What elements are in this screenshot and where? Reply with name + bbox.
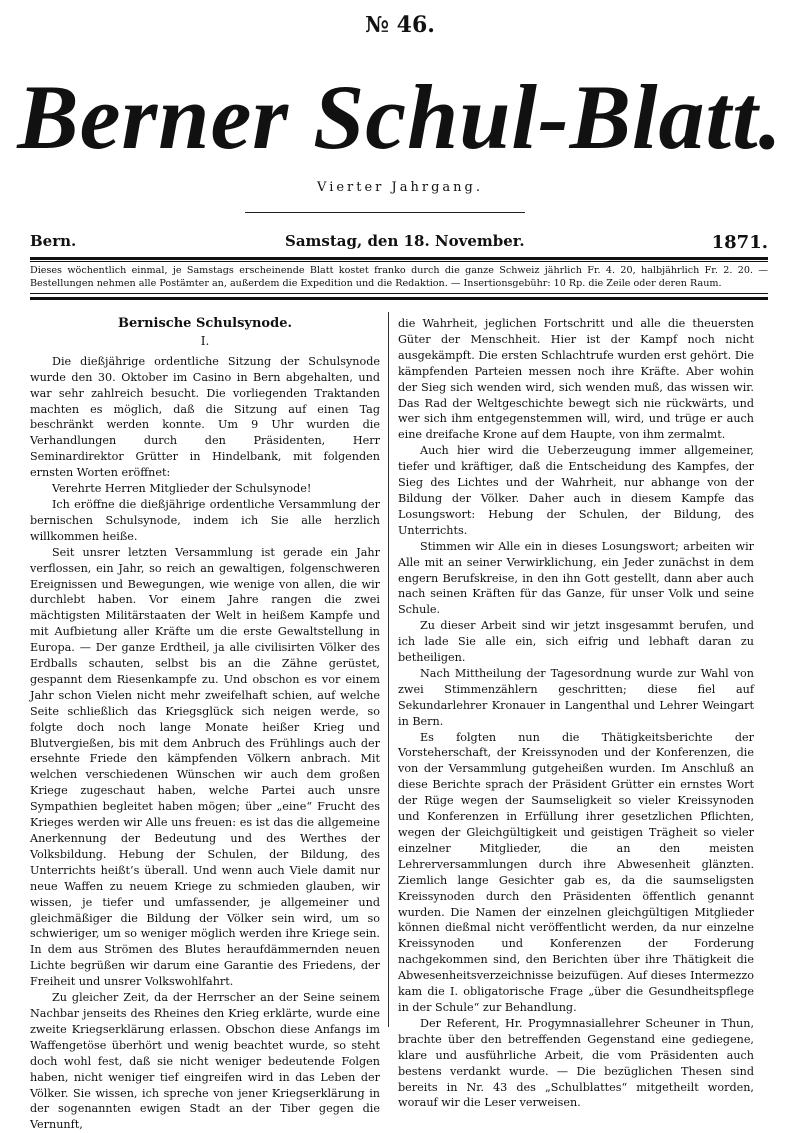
paragraph: die Wahrheit, jeglichen Fortschritt und alle die theuersten Güter der Menschheit. Hier ist der Kampf noch nicht ausgekämpft. Die ersten Schlachtrufe wurden erst gehört. Die kämpfenden Parteien messen noch ihre Kräfte. Aber wohin der Sieg sich wenden wird, sich wenden muß, das wissen wir. Das Rad der Weltgeschichte bewegt sich nie rückwärts, und wer sich ihm entgegenstemmen will, wird, und trüge er auch eine dreifache Krone auf dem Haupte, von ihm zermalmt. [398,317,754,442]
paragraph: Nach Mittheilung der Tagesordnung wurde zur Wahl von zwei Stimmenzählern geschritten; diese fiel auf Sekundarlehrer Kronauer in Langenthal und Lehrer Weingart in Bern. [398,666,754,728]
column-right [398,316,754,1111]
salutation: Verehrte Herren Mitglieder der Schulsynode! [52,482,312,496]
paragraph: Zu gleicher Zeit, da der Herrscher an der Seine seinem Nachbar jenseits des Rheines den Krieg erklärte, wurde eine zweite Kriegserklärung erlassen. Obschon diese Anfangs im Waffengetöse überhört und wenig beachtet wurde, so steht doch wohl fest, daß sie nicht weniger bedeutende Folgen haben, nicht weniger tief eingreifen wird in das Leben der Völker. Sie wissen, ich spreche von jener Kriegserklärung in der sogenannten ewigen Stadt an der Tiber gegen die Vernunft, [30,991,380,1132]
paragraph: Stimmen wir Alle ein in dieses Losungswort; arbeiten wir Alle mit an seiner Verwirklichung, ein Jeder zunächst in dem engern Berufskreise, in den ihn Gott gestellt, dann aber auch nach seinen Kräften für das Ganze, für unser Volk und seine Schule. [398,539,754,617]
rule-bottom-thick [30,297,768,300]
rule-bottom-thin [30,293,768,294]
masthead-title: Berner Schul-Blatt. [17,66,783,168]
dateline [30,232,768,254]
dateline-year: 1871. [711,232,768,253]
paragraph: Die dießjährige ordentliche Sitzung der Schulsynode wurde den 30. Oktober im Casino in Bern abgehalten, und war sehr zahlreich besucht. Die vorliegenden Traktanden machten es möglich, daß die Sitzung auf einen Tag beschränkt werden konnte. Um 9 Uhr wurden die Verhandlungen durch den Präsidenten, Herr Seminardirektor Grütter in Hindelbank, mit folgenden ernsten Worten eröffnet: [30,354,380,480]
paragraph: Auch hier wird die Ueberzeugung immer allgemeiner, tiefer und kräftiger, daß die Entscheidung des Kampfes, der Sieg des Lichtes und der Wahrheit, nur abhange von der Bildung der Völker. Daher auch in diesem Kampfe das Losungswort: Hebung der Schulen, der Bildung, des Unterrichts. [398,444,754,537]
volume-label: Vierter Jahrgang. [317,180,483,195]
paragraph: Ich eröffne die dießjährige ordentliche Versammlung der bernischen Schulsynode, indem ich Sie alle herzlich willkommen heiße. [30,497,380,543]
article-section-number: I. [200,333,210,348]
paragraph: Seit unsrer letzten Versammlung ist gerade ein Jahr verflossen, ein Jahr, so reich an gewaltigen, folgenschweren Ereignissen und Bewegungen, wie wenige von allen, die wir durchlebt haben. Vor einem Jahre rangen die zwei mächtigsten Militärstaaten der Welt in heißem Kampfe und mit Aufbietung aller Kräfte um die erste Gewaltstellung in Europa. — Der ganze Erdtheil, ja alle civilisirten Völker des Erdballs schauten, selbst bis an die Zähne gerüstet, gespannt dem Riesenkampfe zu. Und obschon es vor einem Jahr schon Vielen nicht mehr zweifelhaft schien, auf welche Seite schließlich das Kriegsglück sich neigen werde, so folgte doch noch lange Monate heißer Krieg und Blutvergießen, bis mit dem Anbruch des Frühlings auch der ersehnte Friede den kämpfenden Völkern anbrach. Mit welchen verschiedenen Wünschen wir auch dem großen Kriege zugeschaut haben, welche Partei auch unsre Sympathien begleitet haben mögen; über „eine“ Frucht des Krieges werden wir Alle uns freuen: es ist das die allgemeine Anerkennung der Bedeutung und des Werthes der Volksbildung. Hebung der Schulen, der Bildung, des Unterrichts heißt’s überall. Und wenn auch Viele damit nur neue Waffen zu neuem Kriege zu schmieden glauben, wir wissen, je tiefer und umfassender, je allgemeiner und gleichmäßiger die Bildung der Völker sein wird, um so schwieriger, um so weniger möglich werden ihre Kriege sein. In dem aus Strömen des Blutes heraufdämmernden neuen Lichte begrüßen wir darum eine Garantie des Friedens, der Freiheit und unsrer Volkswohlfahrt. [30,545,380,989]
article-title: Bernische Schulsynode. [117,316,292,331]
column-divider [388,312,389,1027]
issue-number: № 46. [365,12,435,38]
rule-top-thin [30,261,768,262]
paragraph: Zu dieser Arbeit sind wir jetzt insgesammt berufen, und ich lade Sie alle ein, sich eifrig und lebhaft daran zu betheiligen. [398,619,754,665]
rule-top-thick [30,257,768,260]
title-divider [245,212,525,213]
paragraph: Es folgten nun die Thätigkeitsberichte der Vorsteherschaft, der Kreissynoden und der Konferenzen, die von der Versammlung gutgeheißen wurden. Im Anschluß an diese Berichte sprach der Präsident Grütter ein ernstes Wort der Rüge wegen der Saumseligkeit so vieler Kreissynoden und Konferenzen in Erfüllung ihrer gesetzlichen Pflichten, wegen der Gleichgültigkeit und geistigen Trägheit so vieler einzelner Mitglieder, die an den meisten Lehrerversammlungen durch ihre Abwesenheit glänzten. Ziemlich lange Gesichter gab es, da die saumseligsten Kreissynoden durch den Präsidenten öffentlich genannt wurden. Die Namen der einzelnen gleichgültigen Mitglieder können dießmal nicht veröffentlicht werden, da nur einzelne Kreissynoden und Konferenzen der Forderung nachgekommen sind, den Berichten über ihre Thätigkeit die Abwesenheitsverzeichnisse beizufügen. Auf dieses Intermezzo kam die I. obligatorische Frage „über die Gesundheitspflege in der Schule“ zur Behandlung. [398,730,754,1014]
paragraph: Der Referent, Hr. Progymnasiallehrer Scheuner in Thun, brachte über den betreffenden Gegenstand eine gediegene, klare und ausführliche Arbeit, die vom Präsidenten auch bestens verdankt wurde. — Die bezüglichen Thesen sind bereits in Nr. 43 des „Schulblattes“ mitgetheilt worden, worauf wir die Leser verweisen. [398,1016,754,1110]
dateline-place: Bern. [30,232,77,250]
dateline-date: Samstag, den 18. November. [285,232,525,250]
column-left [30,316,380,1133]
subscription-notice: Dieses wöchentlich einmal, je Samstags erscheinende Blatt kostet franko durch die ganze Schweiz jährlich Fr. 4. 20, halbjährlich Fr. 2. 20. — Bestellungen nehmen alle Postämter an, außerdem die Expedition und die Redaktion. — Insertionsgebühr: 10 Rp. die Zeile oder deren Raum. [30,265,768,289]
